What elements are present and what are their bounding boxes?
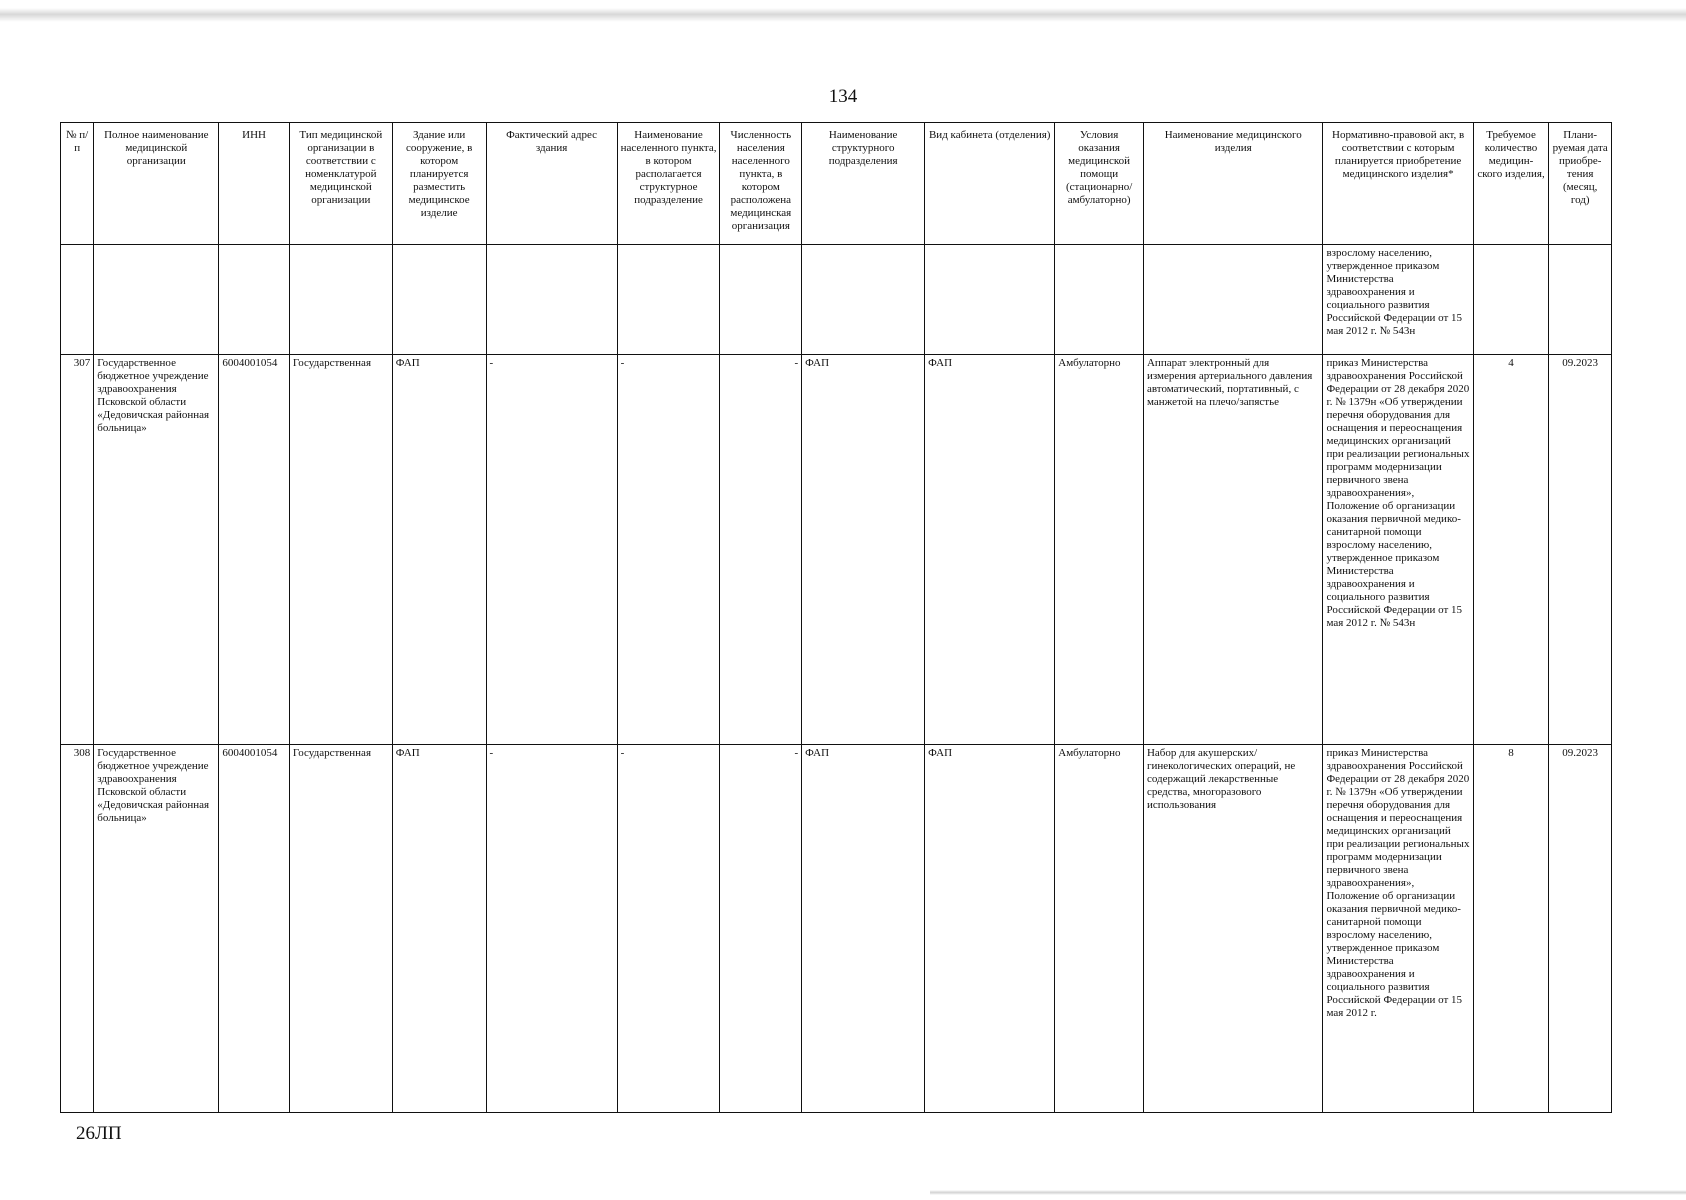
col-header-settlement: Наименование населенного пункта, в котором располагается структурное подразделение bbox=[617, 123, 720, 245]
col-header-conditions: Условия оказания медицинской помощи (стационарно/ амбулаторно) bbox=[1055, 123, 1144, 245]
col-header-type: Тип медицинской организации в соответствии с номенклатурой медицинской организации bbox=[289, 123, 392, 245]
col-header-device: Наименование медицинского изделия bbox=[1143, 123, 1323, 245]
row-num: 307 bbox=[61, 355, 94, 745]
col-header-num: № п/п bbox=[61, 123, 94, 245]
conditions-value: Амбулаторно bbox=[1055, 745, 1144, 1113]
equipment-table bbox=[60, 122, 1612, 1113]
org-type: Государственная bbox=[289, 355, 392, 745]
col-header-unit: Наименование структурного подразделения bbox=[802, 123, 925, 245]
cabinet-value: ФАП bbox=[925, 355, 1055, 745]
inn-value: 6004001054 bbox=[219, 355, 290, 745]
population-value: - bbox=[720, 745, 802, 1113]
unit-value: ФАП bbox=[802, 355, 925, 745]
page-number: 134 bbox=[828, 86, 858, 107]
device-name: Набор для акушерских/ гинекологических операций, не содержащий лекарственные средства, многоразового использования bbox=[1143, 745, 1323, 1113]
col-header-building: Здание или сооружение, в котором планируется разместить медицинское изделие bbox=[392, 123, 486, 245]
col-header-org: Полное наименование медицинской организации bbox=[94, 123, 219, 245]
col-header-address: Фактический адрес здания bbox=[486, 123, 617, 245]
population-value: - bbox=[720, 355, 802, 745]
building-value: ФАП bbox=[392, 355, 486, 745]
org-type: Государственная bbox=[289, 745, 392, 1113]
col-header-date: Плани-руемая дата приобре-тения (месяц, год) bbox=[1549, 123, 1612, 245]
inn-value: 6004001054 bbox=[219, 745, 290, 1113]
norm-act: приказ Министерства здравоохранения Российской Федерации от 28 декабря 2020 г. № 1379н «Об утверждении перечня оборудования для оснащения и переоснащения медицинских организаций при реализации региональных программ модернизации первичного звена здравоохранения», Положение об организации оказания первичной медико-санитарной помощи взрослому населению, утвержденное приказом Министерства здравоохранения и социального развития Российской Федерации от 15 мая 2012 г. № 543н bbox=[1323, 355, 1473, 745]
date-value: 09.2023 bbox=[1549, 355, 1612, 745]
settlement-value: - bbox=[617, 355, 720, 745]
qty-value: 4 bbox=[1473, 355, 1549, 745]
col-header-cabinet: Вид кабинета (отделения) bbox=[925, 123, 1055, 245]
col-header-norm: Нормативно-правовой акт, в соответствии с которым планируется приобретение медицинского изделия* bbox=[1323, 123, 1473, 245]
cabinet-value: ФАП bbox=[925, 745, 1055, 1113]
scan-edge-top bbox=[0, 8, 1686, 22]
table-row bbox=[61, 745, 1612, 1113]
col-header-qty: Требуемое количество медицин-ского изделия, bbox=[1473, 123, 1549, 245]
org-name: Государственное бюджетное учреждение здравоохранения Псковской области «Дедовичская районная больница» bbox=[94, 745, 219, 1113]
col-header-inn: ИНН bbox=[219, 123, 290, 245]
col-header-population: Численность населения населенного пункта, в котором расположена медицинская организация bbox=[720, 123, 802, 245]
unit-value: ФАП bbox=[802, 745, 925, 1113]
document-code: 26ЛП bbox=[76, 1123, 122, 1144]
table-row-continuation bbox=[61, 245, 1612, 355]
conditions-value: Амбулаторно bbox=[1055, 355, 1144, 745]
norm-act: приказ Министерства здравоохранения Российской Федерации от 28 декабря 2020 г. № 1379н «Об утверждении перечня оборудования для оснащения и переоснащения медицинских организаций при реализации региональных программ модернизации первичного звена здравоохранения», Положение об организации оказания первичной медико-санитарной помощи взрослому населению, утвержденное приказом Министерства здравоохранения и социального развития Российской Федерации от 15 мая 2012 г. bbox=[1323, 745, 1473, 1113]
device-name: Аппарат электронный для измерения артериального давления автоматический, портативный, с манжетой на плечо/запястье bbox=[1143, 355, 1323, 745]
qty-value: 8 bbox=[1473, 745, 1549, 1113]
org-name: Государственное бюджетное учреждение здравоохранения Псковской области «Дедовичская районная больница» bbox=[94, 355, 219, 745]
address-value: - bbox=[486, 355, 617, 745]
address-value: - bbox=[486, 745, 617, 1113]
continuation-norm-text: взрослому населению, утвержденное приказом Министерства здравоохранения и социального развития Российской Федерации от 15 мая 2012 г. № 543н bbox=[1323, 245, 1473, 355]
scan-edge-bottom bbox=[930, 1190, 1686, 1195]
table-row bbox=[61, 355, 1612, 745]
row-num: 308 bbox=[61, 745, 94, 1113]
table-header-row bbox=[61, 123, 1612, 245]
settlement-value: - bbox=[617, 745, 720, 1113]
date-value: 09.2023 bbox=[1549, 745, 1612, 1113]
building-value: ФАП bbox=[392, 745, 486, 1113]
